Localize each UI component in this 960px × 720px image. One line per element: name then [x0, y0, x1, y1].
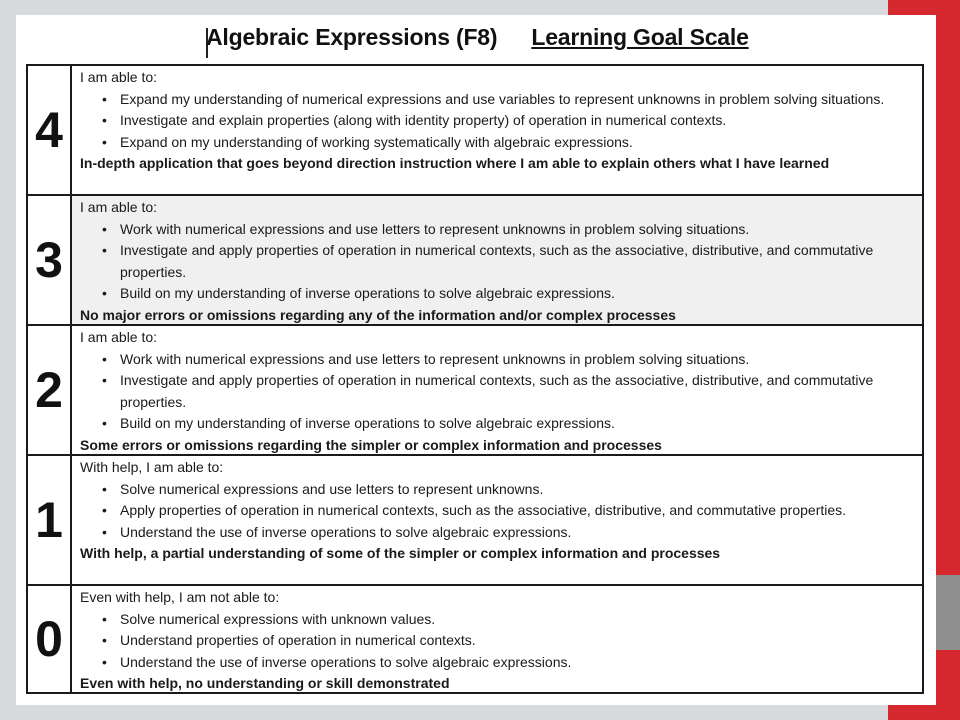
scale-row-2 [28, 326, 922, 456]
list-item: • Solve numerical expressions and use letters to represent unknowns. [80, 479, 916, 501]
page-title [206, 24, 749, 51]
score-cell: 1 [28, 456, 72, 584]
description-cell [72, 456, 922, 584]
list-item: • Build on my understanding of inverse operations to solve algebraic expressions. [80, 283, 916, 305]
description-cell [72, 196, 922, 324]
row-summary: Some errors or omissions regarding the simpler or complex information and processes [80, 436, 662, 453]
list-item: • Investigate and explain properties (along with identity property) of operation in numerical contexts. [80, 110, 916, 132]
row-summary: With help, a partial understanding of some of the simpler or complex information and processes [80, 545, 721, 561]
row-intro: Even with help, I am not able to: [80, 589, 280, 605]
row-intro: I am able to: [80, 329, 158, 345]
title-topic: Algebraic Expressions (F8) [206, 24, 498, 50]
score-cell: 0 [28, 586, 72, 692]
row-intro: I am able to: [80, 69, 158, 85]
bullet-list [80, 479, 916, 544]
description-cell [72, 326, 922, 454]
list-item: • Solve numerical expressions with unknown values. [80, 609, 916, 631]
bullet-list [80, 89, 916, 154]
list-item: • Expand on my understanding of working systematically with algebraic expressions. [80, 132, 916, 154]
description-cell [72, 586, 922, 692]
scale-row-3 [28, 196, 922, 326]
description-cell [72, 66, 922, 194]
list-item: • Understand the use of inverse operations to solve algebraic expressions. [80, 652, 916, 674]
list-item: • Build on my understanding of inverse operations to solve algebraic expressions. [80, 413, 916, 435]
score-cell: 3 [28, 196, 72, 324]
title-scale: Learning Goal Scale [531, 24, 749, 50]
list-item: • Apply properties of operation in numerical contexts, such as the associative, distributive, and commutative properties. [80, 500, 916, 522]
gray-accent-strip [936, 575, 960, 650]
list-item: • Investigate and apply properties of operation in numerical contexts, such as the associative, distributive, and commutative properties. [80, 370, 916, 413]
row-intro: With help, I am able to: [80, 459, 224, 475]
list-item: • Expand my understanding of numerical expressions and use variables to represent unknowns in problem solving situations. [80, 89, 916, 111]
bullet-list [80, 609, 916, 674]
row-summary: In-depth application that goes beyond direction instruction where I am able to explain others what I have learned [80, 155, 830, 171]
list-item: • Understand properties of operation in numerical contexts. [80, 630, 916, 652]
scale-row-4 [28, 66, 922, 196]
list-item: • Work with numerical expressions and use letters to represent unknowns in problem solving situations. [80, 349, 916, 371]
list-item: • Investigate and apply properties of operation in numerical contexts, such as the associative, distributive, and commutative properties. [80, 240, 916, 283]
row-summary: Even with help, no understanding or skill demonstrated [80, 675, 450, 691]
learning-goal-scale-table [26, 64, 924, 694]
score-cell: 4 [28, 66, 72, 194]
score-cell: 2 [28, 326, 72, 454]
scale-row-1 [28, 456, 922, 586]
bullet-list [80, 219, 916, 305]
row-summary: No major errors or omissions regarding any of the information and/or complex processes [80, 306, 676, 323]
list-item: • Work with numerical expressions and use letters to represent unknowns in problem solving situations. [80, 219, 916, 241]
row-intro: I am able to: [80, 199, 158, 215]
list-item: • Understand the use of inverse operations to solve algebraic expressions. [80, 522, 916, 544]
scale-row-0 [28, 586, 922, 692]
bullet-list [80, 349, 916, 435]
